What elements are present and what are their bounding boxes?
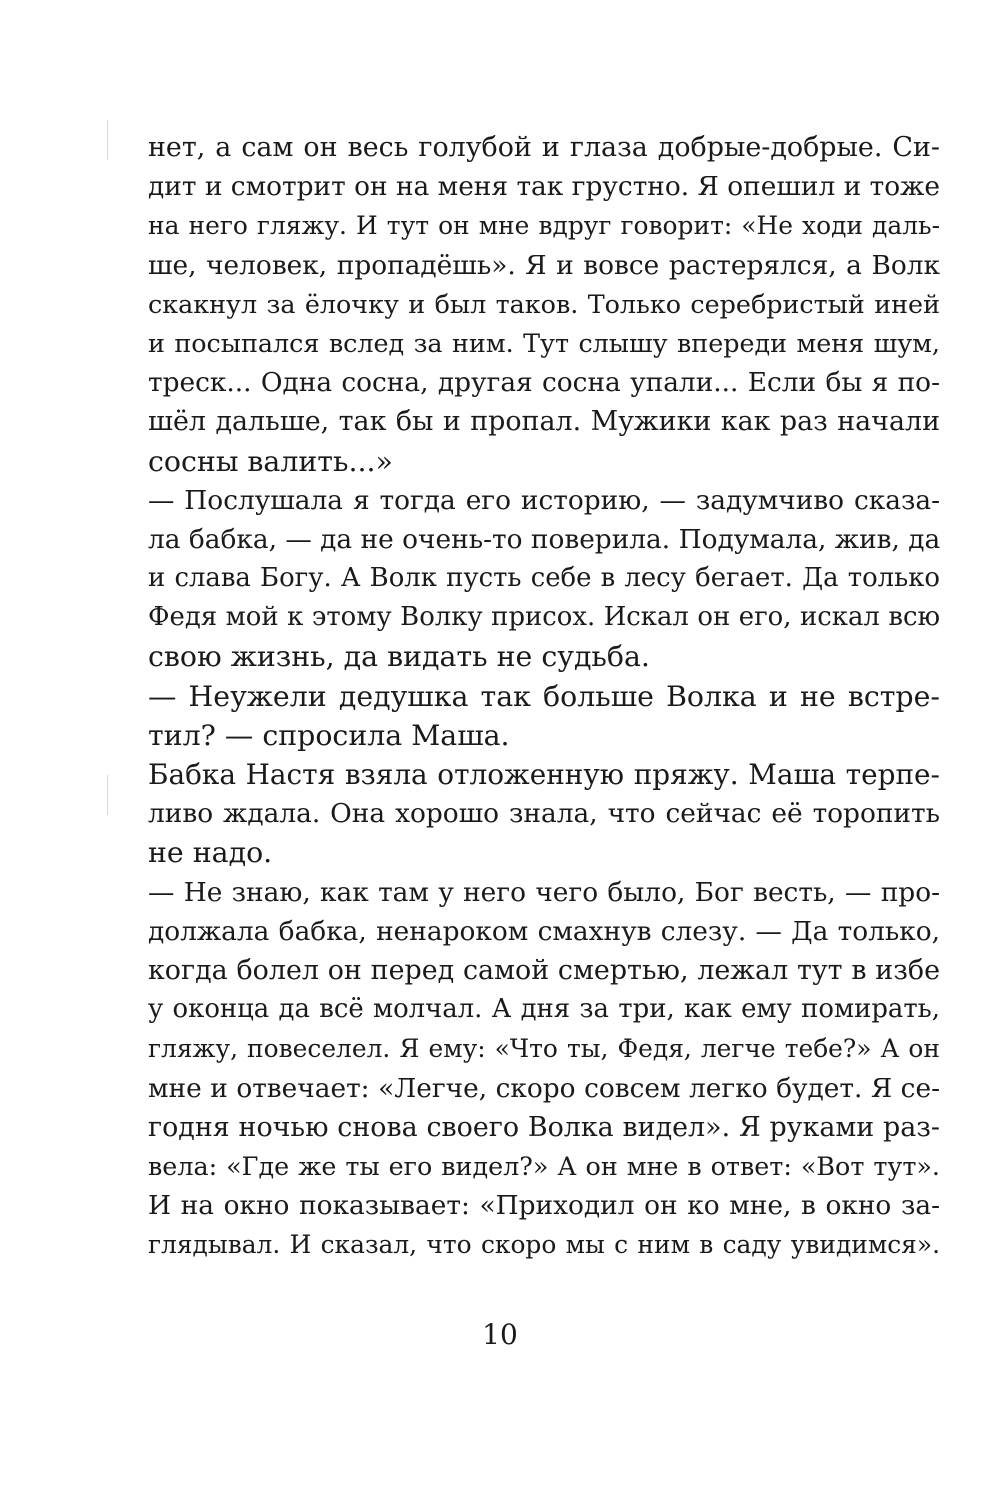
text-line: годня ночью снова своего Волка видел». Я руками раз- — [148, 1111, 940, 1143]
text-line: Федя мой к этому Волку присох. Искал он его, искал всю — [148, 602, 940, 633]
page-edge-mark — [107, 775, 108, 815]
text-line: — Послушала я тогда его историю, — задумчиво сказа- — [148, 484, 940, 516]
text-line: ше, человек, пропадёшь». Я и вовсе растерялся, а Волк — [148, 249, 940, 281]
text-line: — Неужели дедушка так больше Волка и не встре- — [148, 679, 940, 713]
text-line: Бабка Настя взяла отложенную пряжу. Маша терпе- — [148, 758, 940, 791]
text-line: ливо ждала. Она хорошо знала, что сейчас её торопить — [148, 798, 940, 830]
text-line: когда болел он перед самой смертью, лежал тут в избе — [148, 954, 940, 986]
text-line: тил? — спросила Маша. — [148, 718, 510, 752]
text-line: сосны валить...» — [148, 444, 393, 478]
page-edge-mark — [107, 120, 108, 160]
text-line: на него гляжу. И тут он мне вдруг говорит: «Не ходи даль- — [148, 211, 940, 241]
text-line: дит и смотрит он на меня так грустно. Я опешил и тоже — [148, 171, 940, 203]
text-line: вела: «Где же ты его видел?» А он мне в ответ: «Вот тут». — [148, 1150, 940, 1181]
body-text — [148, 128, 940, 1264]
text-line: должала бабка, ненароком смахнув слезу. — Да только, — [148, 915, 940, 947]
text-line: и посыпался вслед за ним. Тут слышу впереди меня шум, — [148, 327, 940, 358]
text-line: шёл дальше, так бы и пропал. Мужики как раз начали — [148, 406, 940, 438]
text-line: ла бабка, — да не очень-то поверила. Подумала, жив, да — [148, 523, 941, 555]
text-line: свою жизнь, да видать не судьба. — [148, 640, 650, 674]
page-number: 10 — [482, 1318, 518, 1351]
text-line: мне и отвечает: «Легче, скоро совсем легко будет. Я се- — [148, 1072, 940, 1104]
text-line: треск... Одна сосна, другая сосна упали... Если бы я по- — [148, 367, 940, 399]
text-line: и слава Богу. А Волк пусть себе в лесу бегает. Да только — [148, 563, 940, 594]
text-line: нет, а сам он весь голубой и глаза добрые-добрые. Си- — [148, 132, 940, 163]
text-line: — Не знаю, как там у него чего было, Бог весть, — про- — [148, 876, 940, 908]
text-line: гляжу, повеселел. Я ему: «Что ты, Федя, легче тебе?» А он — [148, 1034, 940, 1064]
text-line: не надо. — [148, 836, 273, 870]
text-line: у оконца да всё молчал. А дня за три, как ему помирать, — [148, 994, 940, 1025]
text-line: глядывал. И сказал, что скоро мы с ним в саду увидимся». — [148, 1230, 940, 1260]
text-line: И на окно показывает: «Приходил он ко мне, в окно за- — [148, 1190, 940, 1222]
text-line: скакнул за ёлочку и был таков. Только серебристый иней — [148, 288, 940, 319]
